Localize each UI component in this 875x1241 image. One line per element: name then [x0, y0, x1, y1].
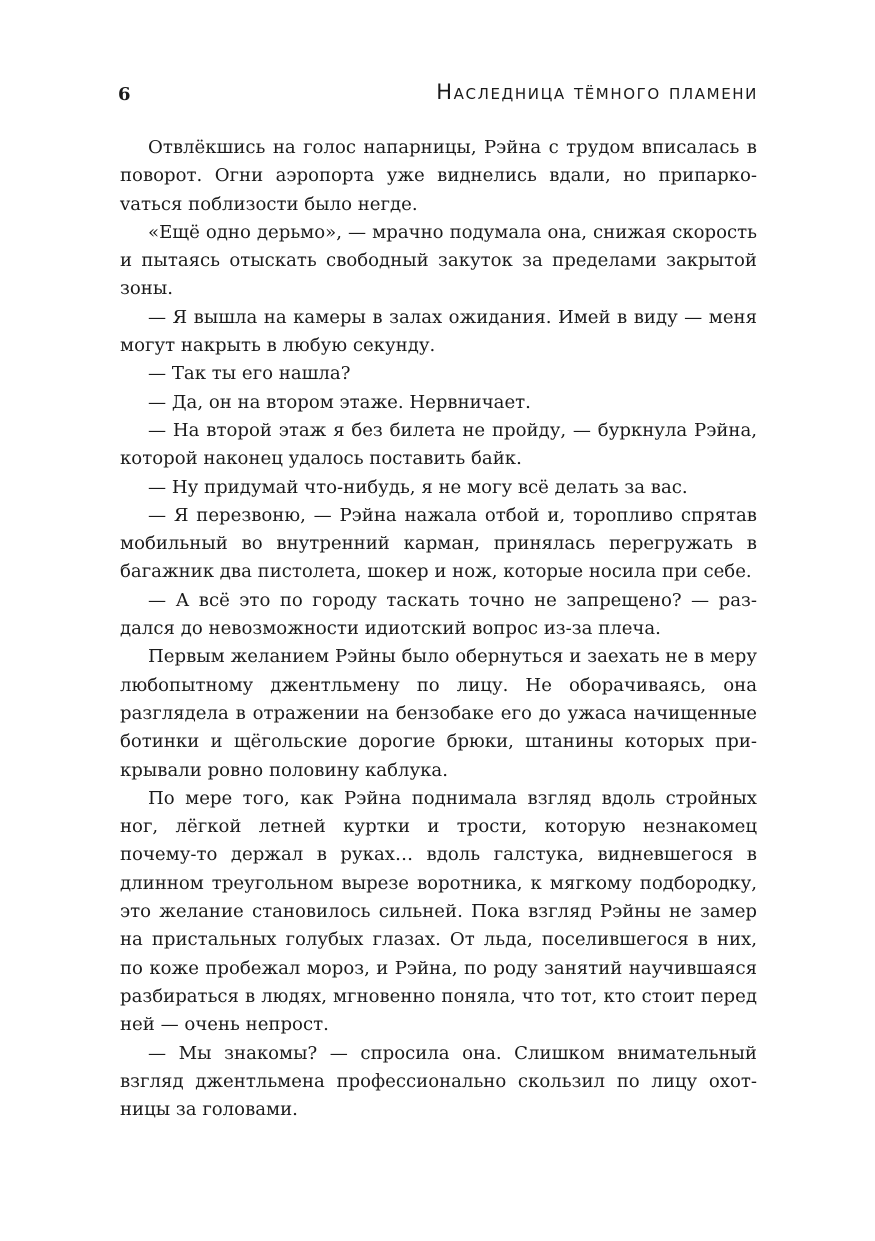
paragraph-1: Отвлёкшись на голос напарницы, Рэйна с трудом вписалась в поворот. Огни аэропорта уже виднелись вдали, но припаркоvаться поблизости было негде.: [120, 137, 757, 215]
paragraph-9: — А всё это по городу таскать точно не запрещено? — раздался до невозможности идиотский вопрос из-за плеча.: [120, 589, 757, 640]
paragraph-4: — Так ты его нашла?: [148, 363, 351, 385]
paragraph-5: — Да, он на втором этаже. Нервничает.: [148, 391, 531, 413]
paragraph-3: — Я вышла на камеры в залах ожидания. Имей в виду — меня могут накрыть в любую секунду.: [120, 306, 757, 357]
paragraph-6: — На второй этаж я без билета не пройду, — буркнула Рэйна, которой наконец удалось поставить байк.: [120, 419, 757, 470]
page-header: [118, 80, 758, 110]
paragraph-11: По мере того, как Рэйна поднимала взгляд вдоль стройных ног, лёгкой летней куртки и трости, которую незнакомец почему-то держал в руках… вдоль галстука, видневшегося в длинном треугольном вырезе воротника, к мягкому подбородку, это желание становилось сильней. Пока взгляд Рэйны не замер на пристальных голубых глазах. От льда, поселившегося в них, по коже пробежал мороз, и Рэйна, по роду занятий научившаяся разбираться в людях, мгновенно поняла, что тот, кто стоит перед ней — очень непрост.: [120, 787, 757, 1036]
paragraph-8: — Я перезвоню, — Рэйна нажала отбой и, торопливо спрятав мобильный во внутренний карман, принялась перегружать в багажник два пистолета, шокер и нож, которые носила при себе.: [120, 504, 757, 583]
paragraph-2: «Ещё одно дерьмо», — мрачно подумала она, снижая скорость и пытаясь отыскать свободный закуток за пределами закрытой зоны.: [120, 221, 757, 300]
page-number: 6: [118, 84, 131, 105]
running-title: Наследница тёмного пламени: [436, 80, 758, 104]
book-text: [120, 134, 757, 1124]
paragraph-12: — Мы знакомы? — спросила она. Слишком внимательный взгляд джентльмена профессионально скользил по лицу охотницы за головами.: [120, 1042, 757, 1121]
paragraph-10: Первым желанием Рэйны было обернуться и заехать не в меру любопытному джентльмену по лицу. Не оборачиваясь, она разглядела в отражении на бензобаке его до ужаса начищенные ботинки и щёгольские дорогие брюки, штанины которых прикрывали ровно половину каблука.: [120, 646, 757, 781]
paragraph-7: — Ну придумай что-нибудь, я не могу всё делать за вас.: [148, 476, 688, 498]
